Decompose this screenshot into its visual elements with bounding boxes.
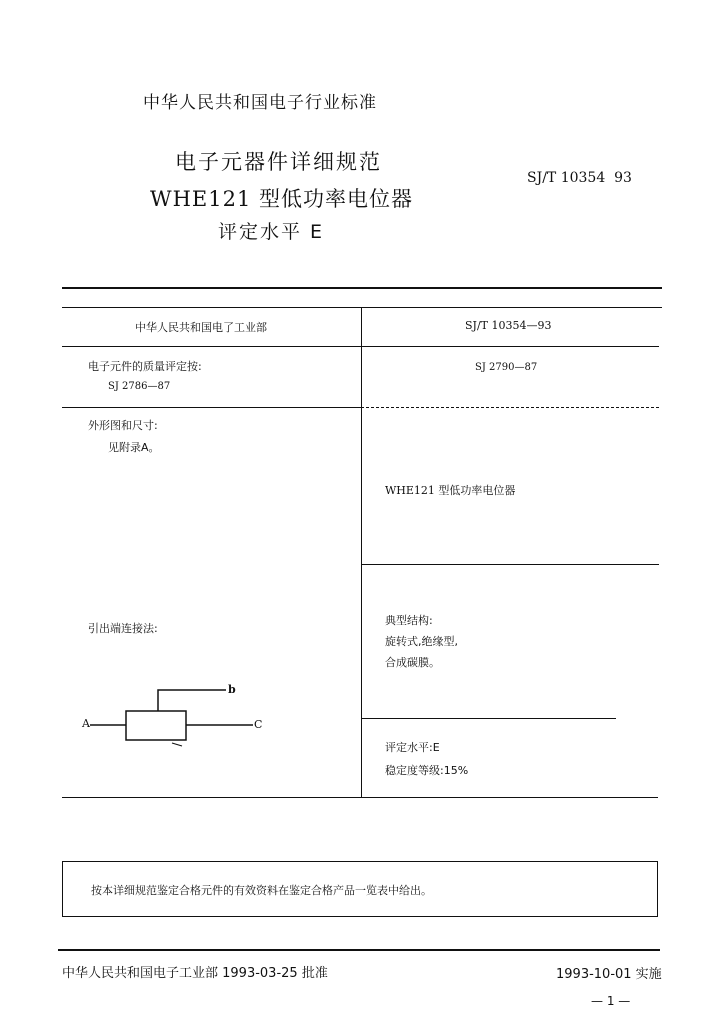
notice-text: 按本详细规范鉴定合格元件的有效资料在鉴定合格产品一览表中给出。: [91, 884, 432, 897]
title-line1: 电子元器件详细规范: [175, 150, 382, 174]
notice-box: [62, 861, 658, 917]
stability-class: 稳定度等级:15%: [385, 764, 469, 777]
construction-line2: 合成碳膜。: [385, 656, 440, 669]
outline-value: 见附录A。: [108, 441, 160, 454]
table-second-rule: [62, 307, 662, 308]
row-divider-right-3: [361, 564, 659, 565]
terminal-label: 引出端连接法:: [88, 622, 158, 635]
title-line3: 评定水平 E: [218, 221, 325, 243]
row-divider-right-2: [361, 407, 659, 408]
row-divider-right-4: [361, 718, 616, 719]
standard-number: SJ/T 10354 93: [527, 170, 632, 186]
assessment-level: 评定水平:E: [385, 741, 440, 754]
terminal-c: C: [254, 718, 263, 731]
row-divider-left-2: [62, 407, 362, 408]
title-line2: WHE121 型低功率电位器: [150, 187, 413, 211]
quality-assessment-value: SJ 2786—87: [108, 381, 171, 392]
implementation-date: 1993-10-01 实施: [556, 967, 662, 982]
construction-line1: 旋转式,绝缘型,: [385, 635, 458, 648]
standard-category: 中华人民共和国电子行业标准: [143, 93, 377, 113]
table-top-rule: [62, 287, 662, 289]
footer-rule: [58, 949, 660, 951]
table-bottom-rule: [62, 797, 658, 798]
row-divider-left-1: [62, 346, 362, 347]
outline-label: 外形图和尺寸:: [88, 419, 158, 432]
quality-assessment-label: 电子元件的质量评定按:: [88, 360, 202, 373]
spec-number: SJ/T 10354—93: [465, 319, 552, 332]
sectional-spec: SJ 2790—87: [475, 362, 538, 373]
terminal-b: b: [228, 683, 236, 696]
terminal-a: A: [82, 717, 90, 730]
terminal-diagram: [78, 684, 298, 754]
row-divider-right-1: [361, 346, 659, 347]
table-divider: [361, 307, 362, 797]
typical-construction-label: 典型结构:: [385, 614, 433, 627]
approval-line: 中华人民共和国电子工业部 1993-03-25 批准: [62, 966, 328, 981]
product-name: WHE121 型低功率电位器: [385, 484, 516, 497]
issuer: 中华人民共和国电了工业部: [135, 321, 267, 334]
page-number: — 1 —: [591, 994, 631, 1008]
